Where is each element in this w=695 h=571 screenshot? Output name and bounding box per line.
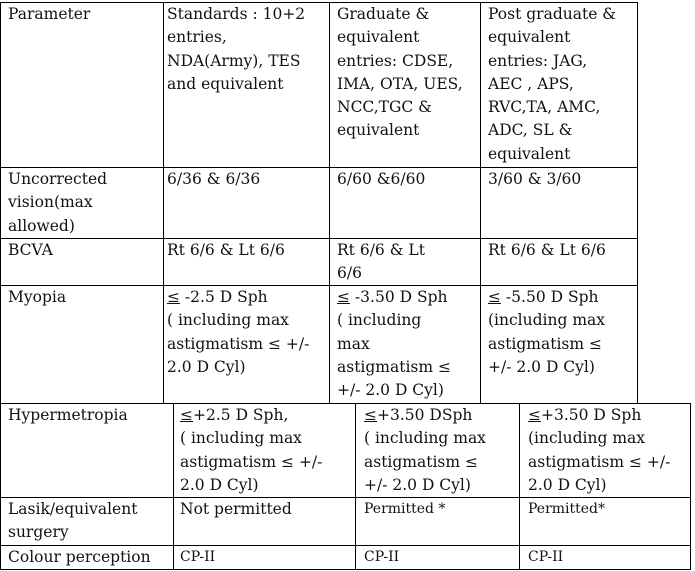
- cell-text: +3.50 DSph ( including max astigmatism ≤ +/- 2.0 D Cyl): [364, 406, 486, 494]
- cell-hypermetropia-standards: [180, 404, 354, 497]
- less-equal-symbol: ≤: [528, 406, 541, 424]
- row-label-hypermetropia: Hypermetropia: [8, 406, 128, 424]
- row-label-bcva: BCVA: [8, 241, 53, 259]
- rule: [690, 403, 691, 570]
- cell-text: +2.5 D Sph, ( including max astigmatism ≤ +/- 2.0 D Cyl): [180, 406, 323, 494]
- less-equal-symbol: ≤: [180, 406, 193, 424]
- rule: [519, 403, 520, 570]
- less-equal-symbol: ≤: [167, 288, 180, 306]
- rule: [0, 2, 1, 570]
- header-parameter: Parameter: [8, 5, 91, 23]
- row-label-lasik: Lasik/equivalent surgery: [8, 500, 138, 542]
- row-label-myopia: Myopia: [8, 288, 67, 306]
- cell-text: -2.5 D Sph ( including max astigmatism ≤ +/- 2.0 D Cyl): [167, 288, 310, 376]
- rule: [163, 2, 164, 403]
- cell-colour-standards: CP-II: [180, 549, 216, 565]
- less-equal-symbol: ≤: [337, 288, 350, 306]
- cell-hypermetropia-postgraduate: [528, 404, 689, 497]
- header-postgraduate: Post graduate & equivalent entries: JAG, AEC , APS, RVC,TA, AMC, ADC, SL & equivalent: [488, 5, 617, 163]
- rule: [637, 2, 638, 403]
- cell-text: +3.50 D Sph (including max astigmatism ≤ +/- 2.0 D Cyl): [528, 406, 671, 494]
- cell-myopia-standards: [167, 286, 327, 379]
- rule: [355, 403, 356, 570]
- cell-uncorrected-graduate: 6/60 &6/60: [337, 170, 426, 188]
- cell-uncorrected-postgraduate: 3/60 & 3/60: [488, 170, 582, 188]
- rule: [173, 403, 174, 570]
- cell-lasik-graduate: Permitted *: [364, 501, 446, 517]
- cell-bcva-postgraduate: Rt 6/6 & Lt 6/6: [488, 241, 606, 259]
- less-equal-symbol: ≤: [488, 288, 501, 306]
- rule: [480, 2, 481, 403]
- less-equal-symbol: ≤: [364, 406, 377, 424]
- cell-colour-graduate: CP-II: [364, 549, 400, 565]
- cell-myopia-graduate: [337, 286, 479, 402]
- cell-bcva-graduate: Rt 6/6 & Lt 6/6: [337, 241, 425, 283]
- cell-text: -5.50 D Sph (including max astigmatism ≤ +/- 2.0 D Cyl): [488, 288, 605, 376]
- cell-text: -3.50 D Sph ( including max astigmatism ≤ +/- 2.0 D Cyl): [337, 288, 451, 400]
- cell-lasik-standards: Not permitted: [180, 500, 292, 518]
- row-label-colour-perception: Colour perception: [8, 548, 151, 566]
- header-standards: Standards : 10+2 entries, NDA(Army), TES and equivalent: [167, 5, 306, 93]
- header-graduate: Graduate & equivalent entries: CDSE, IMA, OTA, UES, NCC,TGC & equivalent: [337, 5, 463, 140]
- cell-hypermetropia-graduate: [364, 404, 518, 497]
- cell-colour-postgraduate: CP-II: [528, 549, 564, 565]
- cell-uncorrected-standards: 6/36 & 6/36: [167, 170, 261, 188]
- rule: [329, 2, 330, 403]
- row-label-uncorrected-vision: Uncorrected vision(max allowed): [8, 170, 108, 235]
- cell-myopia-postgraduate: [488, 286, 636, 379]
- cell-bcva-standards: Rt 6/6 & Lt 6/6: [167, 241, 285, 259]
- cell-lasik-postgraduate: Permitted*: [528, 501, 606, 517]
